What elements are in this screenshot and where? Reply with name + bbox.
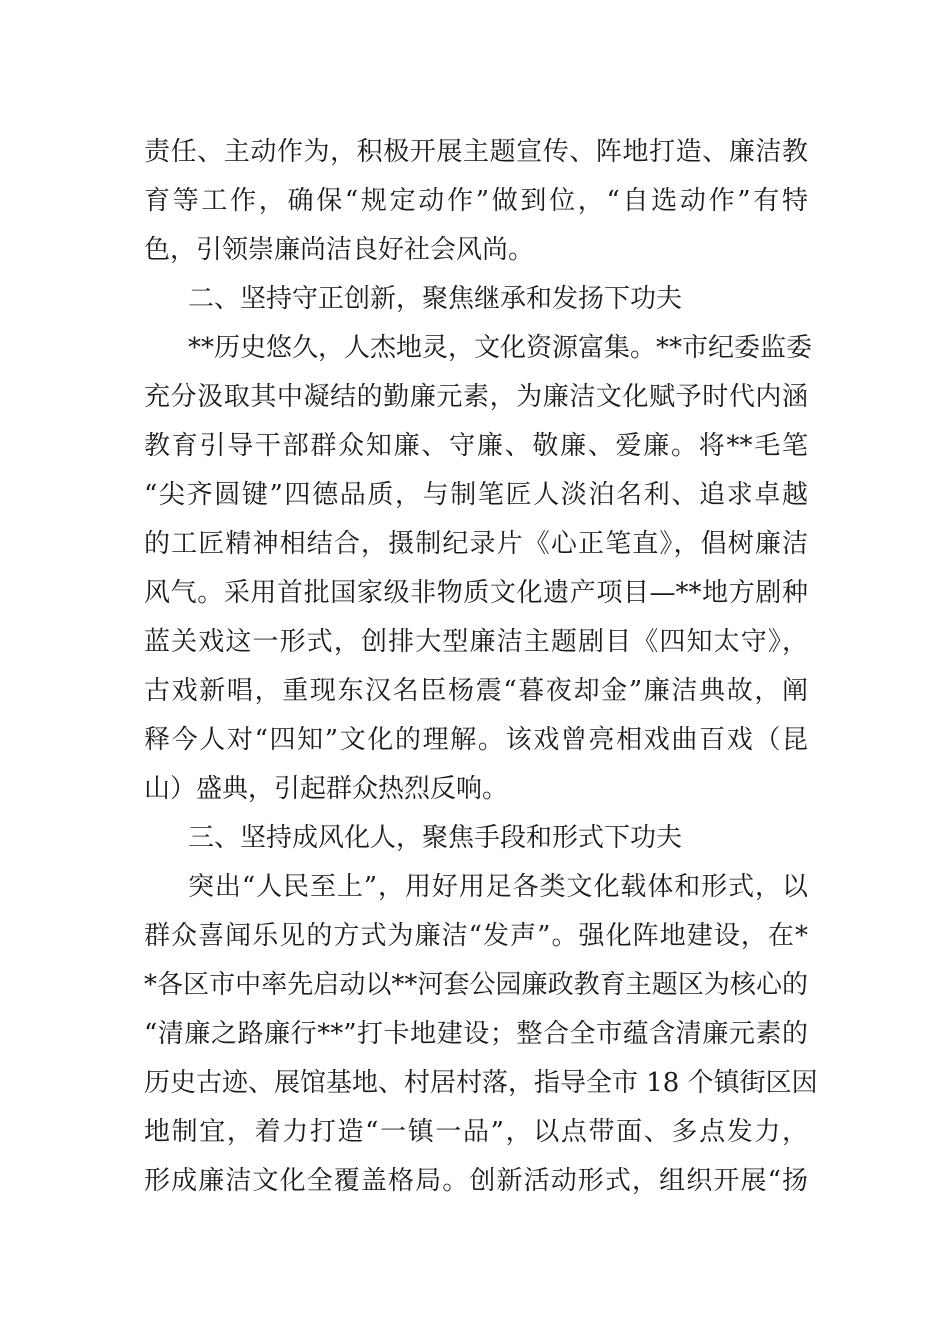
- paragraph-line: 山）盛典，引起群众热烈反响。: [144, 774, 509, 804]
- paragraph-line: 的工匠精神相结合，摄制纪录片《心正笔直》，倡树廉洁: [144, 529, 808, 559]
- section-heading: 二、坚持守正创新，聚焦继承和发扬下功夫: [188, 284, 683, 314]
- paragraph-line: 充分汲取其中凝结的勤廉元素，为廉洁文化赋予时代内涵: [144, 382, 808, 412]
- paragraph-line: “清廉之路廉行**”打卡地建设；整合全市蕴含清廉元素的: [144, 1019, 808, 1049]
- paragraph-line: 责任、主动作为，积极开展主题宣传、阵地打造、廉洁教: [144, 137, 808, 167]
- paragraph-line: 历史古迹、展馆基地、村居村落，指导全市 18 个镇街区因: [144, 1068, 818, 1098]
- paragraph-line: *各区市中率先启动以**河套公园廉政教育主题区为核心的: [144, 970, 808, 1000]
- paragraph-line: 地制宜，着力打造“一镇一品”，以点带面、多点发力，: [144, 1117, 808, 1147]
- paragraph-line: 形成廉洁文化全覆盖格局。创新活动形式，组织开展“扬: [144, 1166, 808, 1196]
- paragraph-line: 风气。采用首批国家级非物质文化遗产项目—**地方剧种: [144, 578, 808, 608]
- paragraph-line: 育等工作，确保“规定动作”做到位，“自选动作”有特: [144, 186, 808, 216]
- paragraph-line: 色，引领崇廉尚洁良好社会风尚。: [144, 235, 535, 265]
- paragraph-line: 释今人对“四知”文化的理解。该戏曾亮相戏曲百戏（昆: [144, 725, 808, 755]
- paragraph-line: 古戏新唱，重现东汉名臣杨震“暮夜却金”廉洁典故，阐: [144, 676, 808, 706]
- paragraph-line: 教育引导干部群众知廉、守廉、敬廉、爱廉。将**毛笔: [144, 431, 808, 461]
- paragraph-line: 蓝关戏这一形式，创排大型廉洁主题剧目《四知太守》，: [144, 627, 808, 657]
- paragraph-line: “尖齐圆键”四德品质，与制笔匠人淡泊名利、追求卓越: [144, 480, 808, 510]
- paragraph-line: 突出“人民至上”，用好用足各类文化载体和形式，以: [188, 872, 808, 902]
- section-heading: 三、坚持成风化人，聚焦手段和形式下功夫: [188, 823, 683, 853]
- paragraph-line: **历史悠久，人杰地灵，文化资源富集。**市纪委监委: [188, 333, 813, 363]
- paragraph-line: 群众喜闻乐见的方式为廉洁“发声”。强化阵地建设，在*: [144, 921, 808, 951]
